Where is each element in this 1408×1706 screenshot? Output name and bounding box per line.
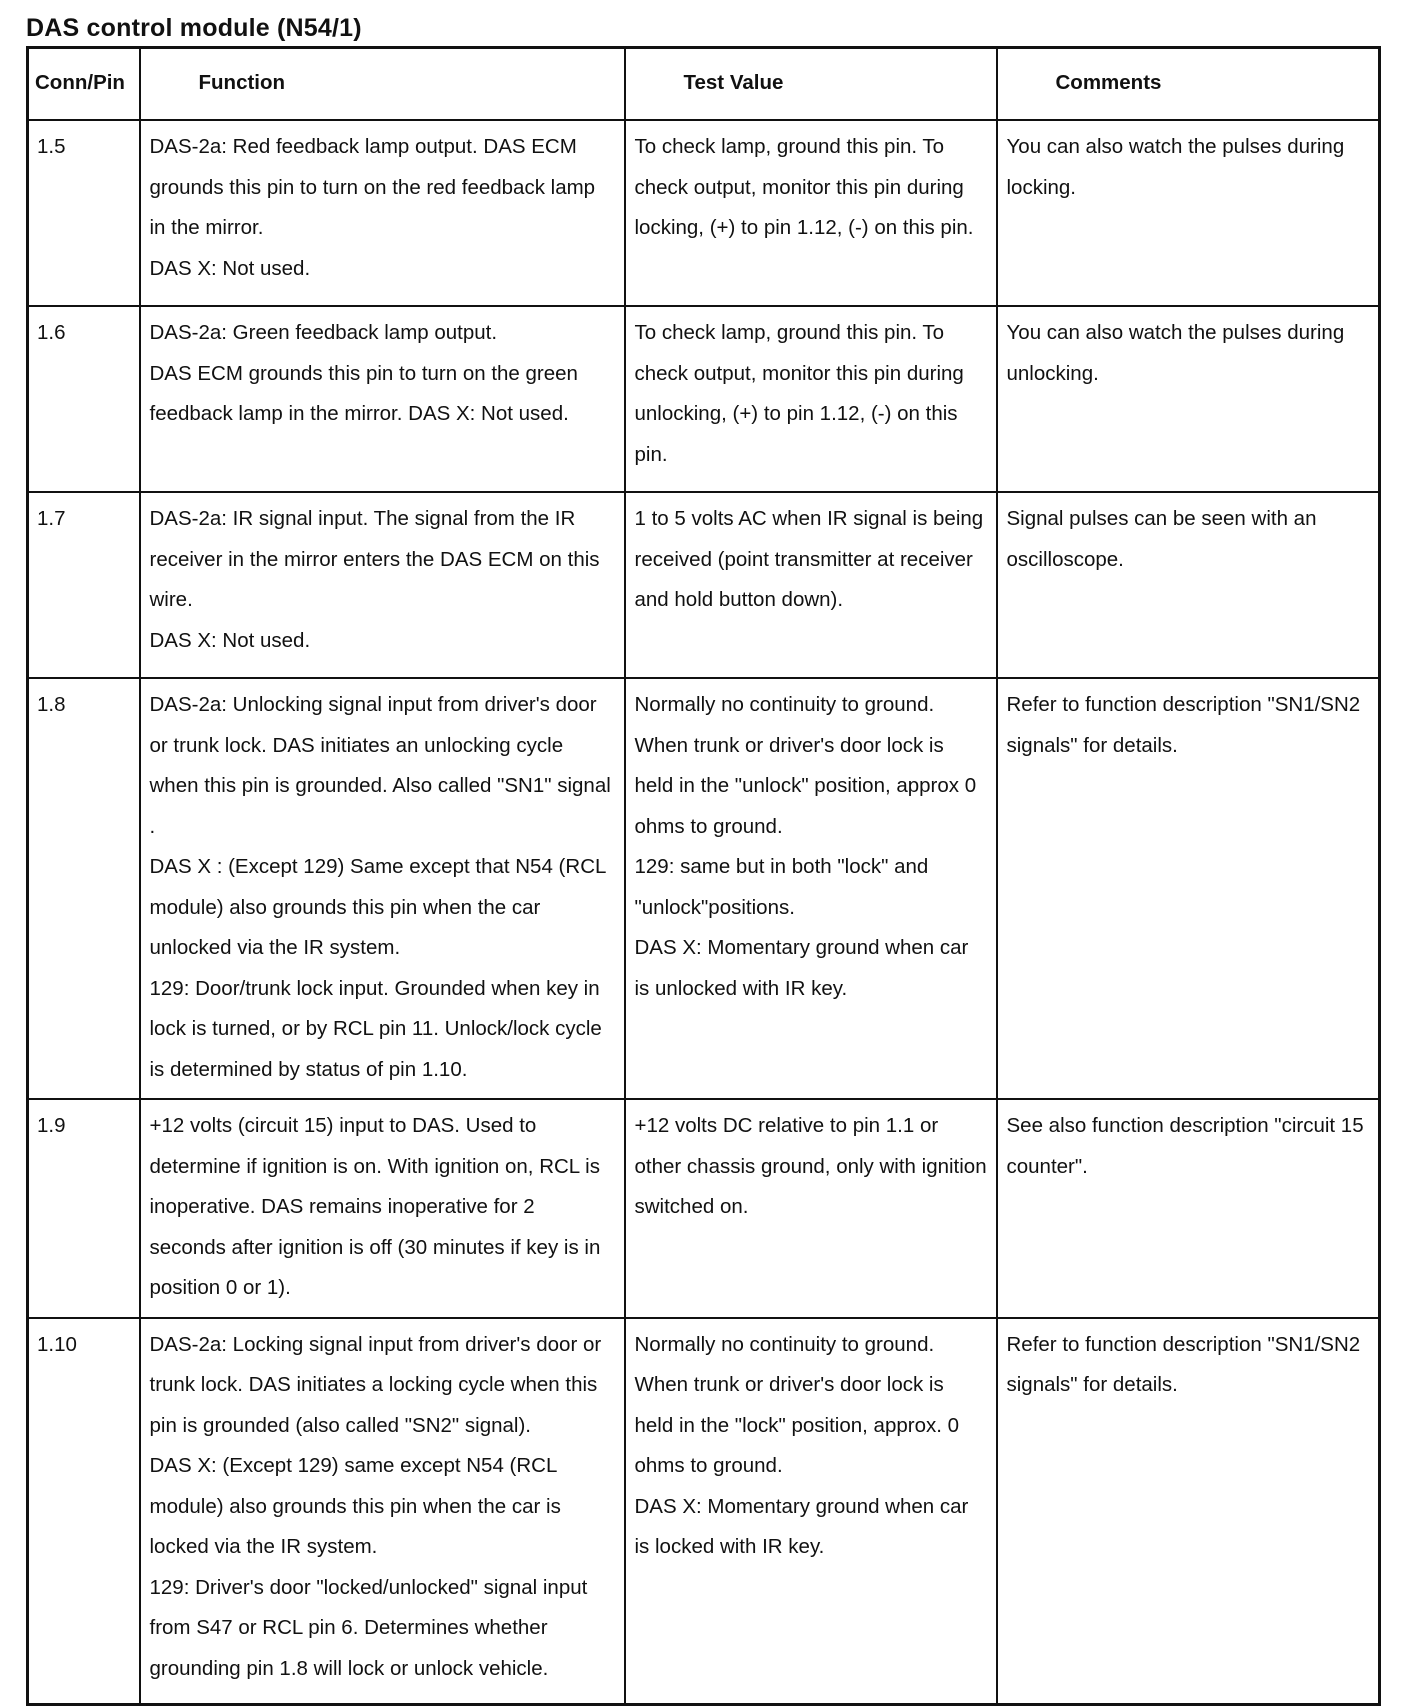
test-value-cell	[625, 306, 997, 492]
test-value-text: When trunk or driver's door lock is held in the "lock" position, approx. 0 ohms to ground.	[634, 1373, 960, 1477]
test-value-text: To check lamp, ground this pin. To check output, monitor this pin during locking, (+) to pin 1.12, (-) on this pin.	[634, 135, 974, 239]
test-value-text: Normally no continuity to ground.	[634, 693, 935, 716]
function-text: DAS X: Not used.	[149, 628, 311, 652]
pin-cell: 1.5	[28, 120, 140, 306]
function-text: 129: Door/trunk lock input. Grounded when key in lock is turned, or by RCL pin 11. Unlock/lock cycle is determined by status of pin 1.10.	[149, 976, 602, 1081]
function-text: DAS X: (Except 129) same except N54 (RCL module) also grounds this pin when the car is locked via the IR system.	[149, 1454, 561, 1558]
comments-cell	[997, 120, 1380, 306]
table-row	[28, 306, 1380, 492]
function-cell	[140, 1099, 625, 1318]
pin-cell: 1.8	[28, 678, 140, 1099]
function-text: DAS-2a: Locking signal input from driver's door or trunk lock. DAS initiates a locking cycle when this pin is grounded (also called "SN2" signal).	[149, 1332, 602, 1437]
function-text: DAS X: Not used.	[149, 256, 311, 280]
test-value-cell	[625, 1099, 997, 1318]
column-header-function: Function	[140, 48, 625, 121]
function-cell	[140, 678, 625, 1099]
test-value-cell	[625, 678, 997, 1099]
test-value-text: To check lamp, ground this pin. To check output, monitor this pin during unlocking, (+) to pin 1.12, (-) on this pin.	[634, 321, 964, 466]
function-text: +12 volts (circuit 15) input to DAS. Used to determine if ignition is on. With ignition on, RCL is inoperative. DAS remains inoperative for 2 seconds after ignition is off (30 minutes if key is in position 0 or 1).	[149, 1114, 601, 1299]
test-value-text: 129: same but in both "lock" and "unlock"positions.	[634, 855, 929, 919]
comments-text: Refer to function description "SN1/SN2 signals" for details.	[1006, 1332, 1361, 1396]
test-value-cell	[625, 492, 997, 678]
pin-spec-table	[26, 46, 1381, 1706]
function-text: DAS X : (Except 129) Same except that N54 (RCL module) also grounds this pin when the car unlocked via the IR system.	[149, 855, 606, 959]
table-row	[28, 1318, 1380, 1705]
pin-cell: 1.10	[28, 1318, 140, 1705]
test-value-text: 1 to 5 volts AC when IR signal is being received (point transmitter at receiver and hold button down).	[634, 507, 984, 611]
pin-cell: 1.7	[28, 492, 140, 678]
page-title: DAS control module (N54/1)	[26, 14, 362, 42]
comments-text: Signal pulses can be seen with an oscilloscope.	[1006, 507, 1317, 571]
table-row	[28, 492, 1380, 678]
column-header-comments: Comments	[997, 48, 1380, 121]
column-header-test-value: Test Value	[625, 48, 997, 121]
table-row	[28, 1099, 1380, 1318]
comments-text: You can also watch the pulses during locking.	[1006, 135, 1345, 199]
header-row	[28, 48, 1380, 121]
test-value-text: DAS X: Momentary ground when car is locked with IR key.	[634, 1494, 969, 1558]
comments-cell	[997, 1099, 1380, 1318]
pin-cell: 1.6	[28, 306, 140, 492]
test-value-text: When trunk or driver's door lock is held in the "unlock" position, approx 0 ohms to ground.	[634, 733, 977, 838]
function-text: DAS-2a: Green feedback lamp output.	[149, 321, 498, 344]
test-value-cell	[625, 120, 997, 306]
function-text: DAS-2a: Unlocking signal input from driver's door or trunk lock. DAS initiates an unlocking cycle when this pin is grounded. Also called "SN1" signal .	[149, 693, 611, 838]
test-value-cell	[625, 1318, 997, 1705]
pin-cell: 1.9	[28, 1099, 140, 1318]
column-header-pin: Conn/Pin	[28, 48, 140, 121]
test-value-text: Normally no continuity to ground.	[634, 1332, 935, 1356]
function-text: 129: Driver's door "locked/unlocked" signal input from S47 or RCL pin 6. Determines whether grounding pin 1.8 will lock or unlock vehicle.	[149, 1575, 588, 1680]
test-value-text: +12 volts DC relative to pin 1.1 or other chassis ground, only with ignition switched on.	[634, 1114, 987, 1218]
comments-cell	[997, 492, 1380, 678]
function-cell	[140, 120, 625, 306]
function-cell	[140, 492, 625, 678]
comments-text: Refer to function description "SN1/SN2 signals" for details.	[1006, 693, 1361, 757]
function-text: DAS ECM grounds this pin to turn on the green feedback lamp in the mirror. DAS X: Not used.	[149, 361, 578, 425]
function-text: DAS-2a: Red feedback lamp output. DAS ECM grounds this pin to turn on the red feedback lamp in the mirror.	[149, 135, 596, 239]
test-value-text: DAS X: Momentary ground when car is unlocked with IR key.	[634, 936, 969, 1000]
comments-cell	[997, 306, 1380, 492]
function-cell	[140, 306, 625, 492]
comments-text: See also function description "circuit 15 counter".	[1006, 1114, 1364, 1178]
table-row	[28, 120, 1380, 306]
comments-text: You can also watch the pulses during unlocking.	[1006, 321, 1345, 385]
table-row	[28, 678, 1380, 1099]
function-cell	[140, 1318, 625, 1705]
function-text: DAS-2a: IR signal input. The signal from the IR receiver in the mirror enters the DAS ECM on this wire.	[149, 507, 600, 611]
comments-cell	[997, 678, 1380, 1099]
comments-cell	[997, 1318, 1380, 1705]
